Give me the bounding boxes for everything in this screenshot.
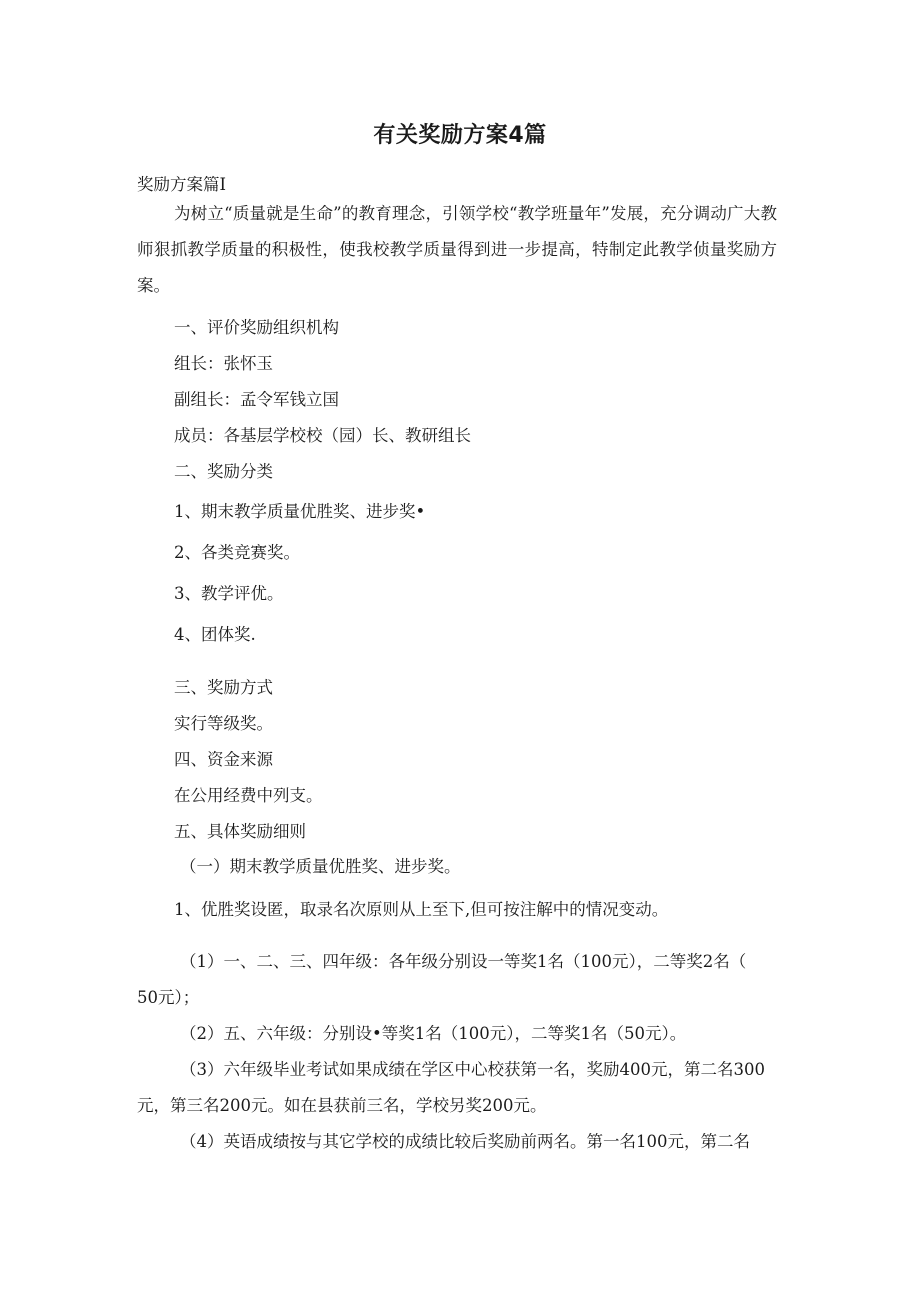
method-text: 实行等级奖。: [174, 714, 273, 733]
detail-heading: 五、具体奖励细则: [174, 822, 306, 841]
item-1-line-2: 50元）；: [137, 988, 200, 1007]
category-item-1: 1、期末教学质量优胜奖、进步奖•: [174, 502, 426, 521]
category-heading: 二、奖励分类: [174, 462, 273, 481]
org-heading: 一、评价奖励组织机构: [174, 318, 339, 337]
rule-1: 1、优胜奖设匿，取录名次原则从上至下,但可按注解中的情况变动。: [174, 900, 669, 919]
fund-text: 在公用经费中列支。: [174, 786, 323, 805]
item-3-line-2: 元，第三名200元。如在县获前三名，学校另奖200元。: [137, 1096, 547, 1115]
leader-line: 组长：张怀玉: [174, 354, 273, 373]
sub-heading-1: （一）期末教学质量优胜奖、进步奖。: [180, 857, 461, 876]
method-heading: 三、奖励方式: [174, 678, 273, 697]
item-1-line-1: （1）一、二、三、四年级：各年级分别设一等奖1名（100元），二等奖2名（: [180, 952, 747, 971]
item-4-line-1: （4）英语成绩按与其它学校的成绩比较后奖励前两名。第一名100元，第二名: [180, 1132, 750, 1151]
intro-paragraph: 为树立“质量就是生命”的教育理念，引领学校“教学班量年”发展，充分调动广大教师狠抓教学质量的积极性，使我校教学质量得到进一步提高，特制定此教学侦量奖励方案。: [137, 204, 777, 295]
category-item-4: 4、团体奖.: [174, 625, 256, 644]
item-3-line-1: （3）六年级毕业考试如果成绩在学区中心校获第一名，奖励400元，第二名300: [180, 1060, 765, 1079]
members-line: 成员：各基层学校校（园）长、教研组长: [174, 426, 471, 445]
section-heading: 奖励方案篇I: [137, 175, 227, 194]
document-title: 有关奖励方案4篇: [373, 123, 547, 148]
category-item-3: 3、教学评优。: [174, 584, 284, 603]
fund-heading: 四、资金来源: [174, 750, 273, 769]
deputy-line: 副组长：孟令军钱立国: [174, 390, 339, 409]
category-item-2: 2、各类竞赛奖。: [174, 543, 300, 562]
item-2: （2）五、六年级：分别设•等奖1名（100元），二等奖1名（50元）。: [180, 1024, 687, 1043]
